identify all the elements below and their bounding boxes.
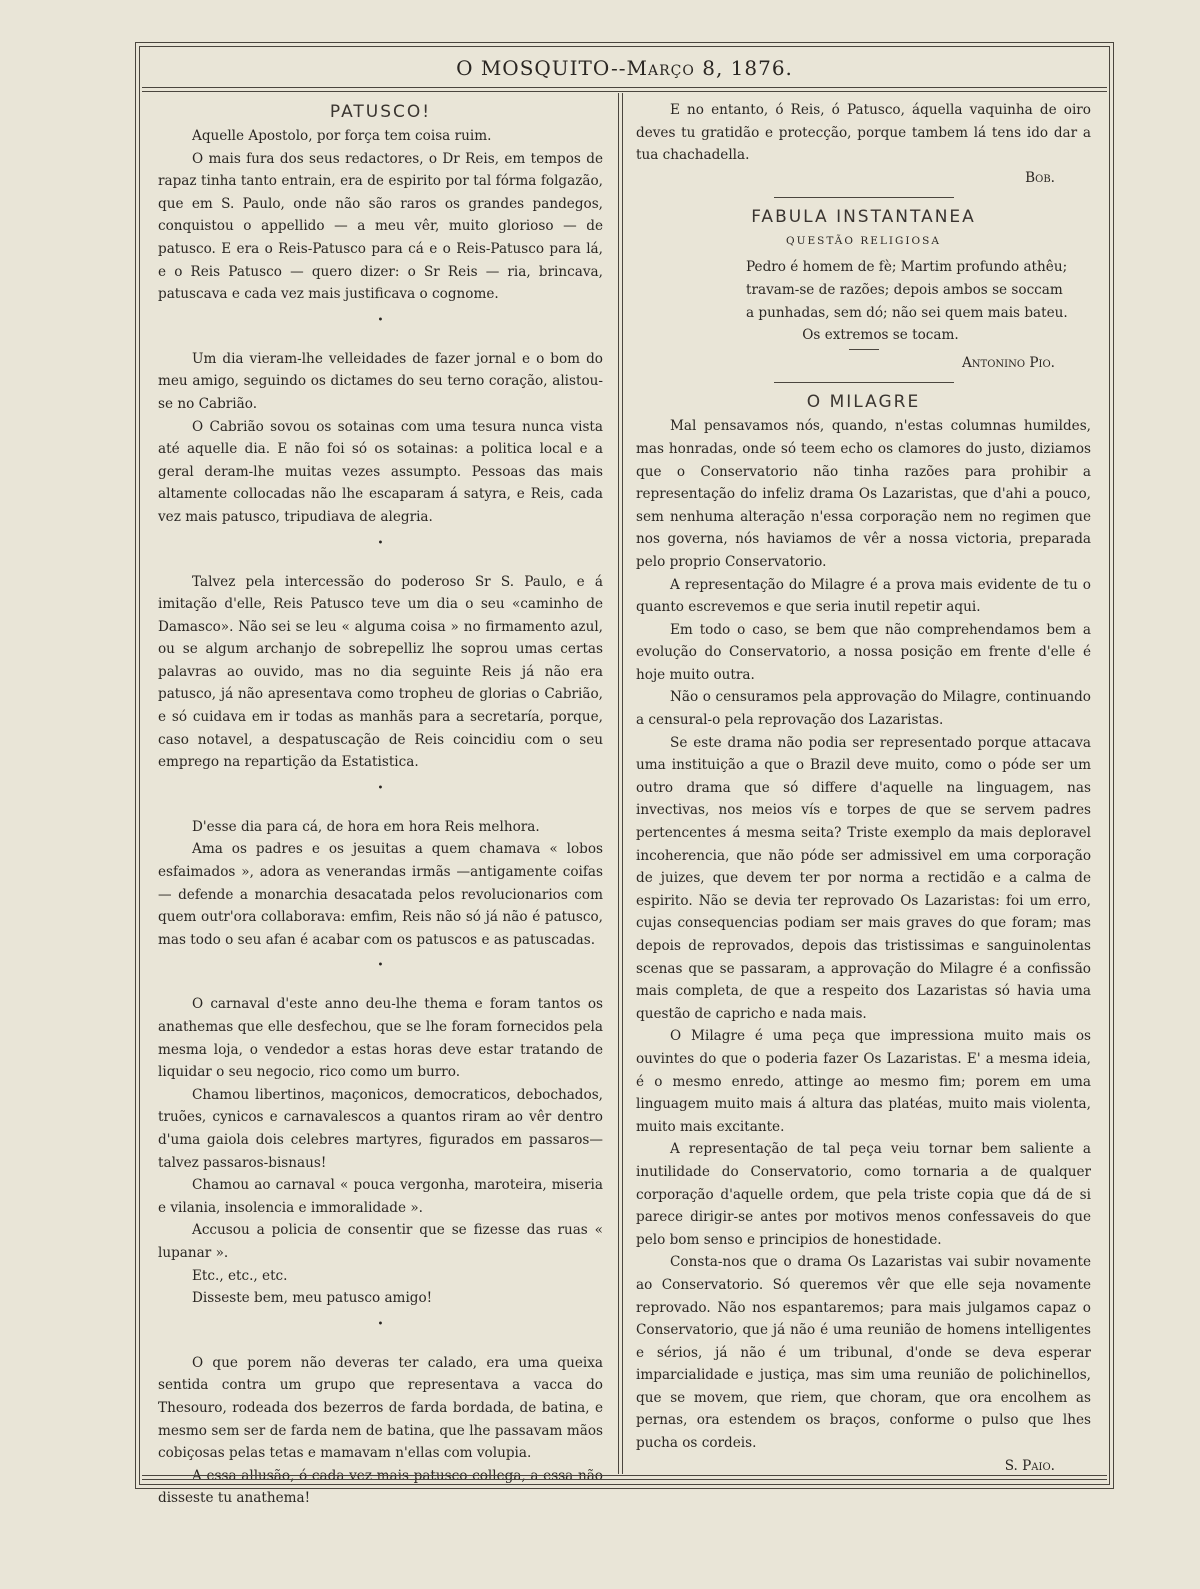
- paragraph: A representação do Milagre é a prova mais evidente de tu o quanto escrevemos e que seria inutil repetir aqui.: [636, 576, 1091, 616]
- signature-bob: Bob.: [1025, 169, 1055, 186]
- masthead-rule: [142, 87, 1107, 92]
- column-divider: [618, 93, 623, 1474]
- poem-line: Pedro é homem de fè; Martim profundo athêu;: [746, 259, 1068, 276]
- section-star: •: [377, 537, 384, 549]
- masthead-title-b: arço: [648, 56, 695, 80]
- paragraph: Etc., etc., etc.: [192, 1267, 288, 1284]
- newspaper-page: [135, 42, 1114, 1507]
- section-separator: [774, 197, 954, 198]
- paragraph: O que porem não deveras ter calado, era uma queixa sentida contra um grupo que representava a vacca do Thesouro, rodeada dos bezerros de farda bordada, de batina, e mesmo sem ser de farda nem de batina, que lhe passavam mãos cobiçosas pelas tetas e mamavam n'ellas com volupia.: [158, 1354, 603, 1462]
- paragraph: Ama os padres e os jesuitas a quem chamava « lobos esfaimados », adora as venerandas irmãs —antigamente coifas — defende a monarchia desacatada pelos revolucionarios com quem outr'ora collaborava: emfim, Reis não só já não é patusco, mas todo o seu afan é acabar com os patuscos e as patuscadas.: [158, 841, 603, 948]
- paragraph: Aquelle Apostolo, por força tem coisa ruim.: [192, 128, 492, 144]
- paragraph: A representação de tal peça veiu tornar bem saliente a inutilidade do Conservatorio, como tornaria a de qualquer corporação d'aquelle ordem, que pela triste copia que dá de si parece dirigir-se antes por motivos menos confessaveis do que pelo bom senso e principios de honestidade.: [636, 1141, 1091, 1248]
- right-column: [636, 99, 1091, 1474]
- paragraph: Accusou a policia de consentir que se fizesse das ruas « lupanar ».: [158, 1222, 603, 1261]
- paragraph: Consta-nos que o drama Os Lazaristas vai subir novamente ao Conservatorio. Só queremos vêr que elle seja novamente reprovado. Não nos espantaremos; para mais julgamos capaz o Conservatorio, que já não é uma reunião de homens intelligentes e sérios, já não é um tribunal, d'onde se deva esperar imparcialidade e justiça, mas sim uma reunião de polichinellos, que se movem, que riem, que choram, que ora encolhem as pernas, ora estendem os braços, conforme o pulso que lhes pucha os cordeis.: [636, 1254, 1091, 1452]
- section-star: •: [377, 960, 384, 972]
- signature-antonino: Antonino Pio.: [961, 354, 1055, 371]
- paragraph: O Milagre é uma peça que impressiona muito mais os ouvintes do que o poderia fazer Os Lazaristas. E' a mesma ideia, é o mesmo enredo, attinge ao mesmo fim; porem em uma linguagem muito mais á altura das platéas, muito mais violenta, muito mais excitante.: [636, 1028, 1091, 1135]
- paragraph: Talvez pela intercessão do poderoso Sr S. Paulo, e á imitação d'elle, Reis Patusco teve um dia o seu «caminho de Damasco». Não sei se leu « alguma coisa » no firmamento azul, ou se algum archanjo de sobrepelliz lhe soprou umas certas palavras ao ouvido, mas no dia seguinte Reis já não era patusco, já não apresentava como tropheu de glorias o Cabrião, e só cuidava em ir todas as manhãs para a secretaría, porque, caso notavel, a despatuscação de Reis coincidiu com o seu emprego na repartição da Estatistica.: [158, 573, 603, 771]
- paragraph: O mais fura dos seus redactores, o Dr Reis, em tempos de rapaz tinha tanto entrain, era de espirito por tal fórma folgazão, que em S. Paulo, onde não são raros os grandes pandegos, conquistou o appellido — a meu vêr, muito glorioso — de patusco. E era o Reis-Patusco para cá e o Reis-Patusco para lá, e o Reis Patusco — quero dizer: o Sr Reis — ria, brincava, patuscava e cada vez mais justificava o cognome.: [158, 150, 603, 303]
- poem-refrain: Os extremos se tocam.: [802, 327, 959, 344]
- paragraph: Chamou libertinos, maçonicos, democraticos, debochados, truões, cynicos e carnavalescos a quantos riram ao vêr dentro d'uma gaiola dois celebres martyres, figurados em passaros— talvez passaros-bisnaus!: [158, 1086, 603, 1171]
- poem-line: travam-se de razões; depois ambos se soccam: [746, 281, 1063, 298]
- section-star: •: [377, 314, 384, 326]
- bottom-rule: [142, 1475, 1107, 1480]
- poem-line: a punhadas, sem dó; não sei quem mais bateu.: [746, 304, 1068, 321]
- short-separator: [849, 349, 879, 350]
- masthead-title-a: O MOSQUITO--M: [456, 56, 649, 80]
- paragraph: O Cabrião sovou os sotainas com uma tesura nunca vista até aquelle dia. E não foi só os sotainas: a politica local e a geral deram-lhe muitas vezes assumpto. Pessoas das mais altamente collocadas não lhe escaparam á satyra, e Reis, cada vez mais patusco, tripudiava de alegria.: [158, 418, 603, 525]
- paragraph: Não o censuramos pela approvação do Milagre, continuando a censural-o pela reprovação dos Lazaristas.: [636, 689, 1091, 729]
- masthead-title-c: 8, 1876.: [694, 56, 793, 80]
- signature-paio: S. Paio.: [1004, 1457, 1055, 1474]
- section-separator: [774, 382, 954, 383]
- section-star: •: [377, 1318, 384, 1330]
- article-subheading: QUESTÃO RELIGIOSA: [786, 235, 941, 248]
- paragraph: Em todo o caso, se bem que não comprehendamos bem a evolução do Conservatorio, a nossa posição em frente d'elle é hoje muito outra.: [636, 621, 1091, 683]
- paragraph: Se este drama não podia ser representado porque attacava uma instituição a que o Brazil deve muito, como o póde ser um outro drama que só differe d'aquelle na linguagem, nas invectivas, nos meios vís e torpes de que se servem padres pertencentes á mesma seita? Triste exemplo da mais deploravel incoherencia, que não póde ser admissivel em uma corporação de juizes, que devem ter por norma a rectidão e a calma de espirito. Não se devia ter reprovado Os Lazaristas: foi um erro, cujas consequencias podiam ser mais graves do que foram; mas depois de reprovados, depois das tristissimas e sanguinolentas scenas que se passaram, a approvação do Milagre é a confissão mais completa, de que a respeito dos Lazaristas só havia uma questão de capricho e nada mais.: [636, 734, 1091, 1022]
- paragraph: E no entanto, ó Reis, ó Patusco, áquella vaquinha de oiro deves tu gratidão e protecção, porque tambem lá tens ido dar a tua chachadella.: [636, 102, 1091, 164]
- paragraph: D'esse dia para cá, de hora em hora Reis melhora.: [192, 818, 540, 835]
- paragraph: Mal pensavamos nós, quando, n'estas columnas humildes, mas honradas, onde só teem echo os clamores do justo, diziamos que o Conservatorio não tinha razões para prohibir a representação do infeliz drama Os Lazaristas, que d'ahi a pouco, sem nenhuma alteração n'essa corporação nem no regimen que nos governa, nós haviamos de vêr a nossa victoria, preparada pelo proprio Conservatorio.: [636, 418, 1091, 570]
- paragraph: O carnaval d'este anno deu-lhe thema e foram tantos os anathemas que elle desfechou, que se lhe foram fornecidos pela mesma loja, o vendedor a estas horas deve estar tratando de liquidar o seu negocio, rico como um burro.: [158, 996, 603, 1081]
- paragraph: Um dia vieram-lhe velleidades de fazer jornal e o bom do meu amigo, seguindo os dictames do seu terno coração, alistou-se no Cabrião.: [158, 350, 603, 412]
- section-star: •: [377, 782, 384, 794]
- paragraph: A essa allusão, ó cada vez mais patusco collega, a essa não disseste tu anathema!: [158, 1467, 603, 1507]
- article-heading-fabula: FABULA INSTANTANEA: [751, 207, 976, 228]
- paragraph: Disseste bem, meu patusco amigo!: [192, 1290, 433, 1307]
- paragraph: Chamou ao carnaval « pouca vergonha, maroteira, miseria e vilania, insolencia e immoralidade ».: [158, 1177, 603, 1216]
- article-heading-milagre: O MILAGRE: [806, 392, 921, 413]
- masthead: [136, 51, 1113, 85]
- article-heading-patusco: PATUSCO!: [329, 102, 432, 122]
- left-column: [158, 99, 603, 1507]
